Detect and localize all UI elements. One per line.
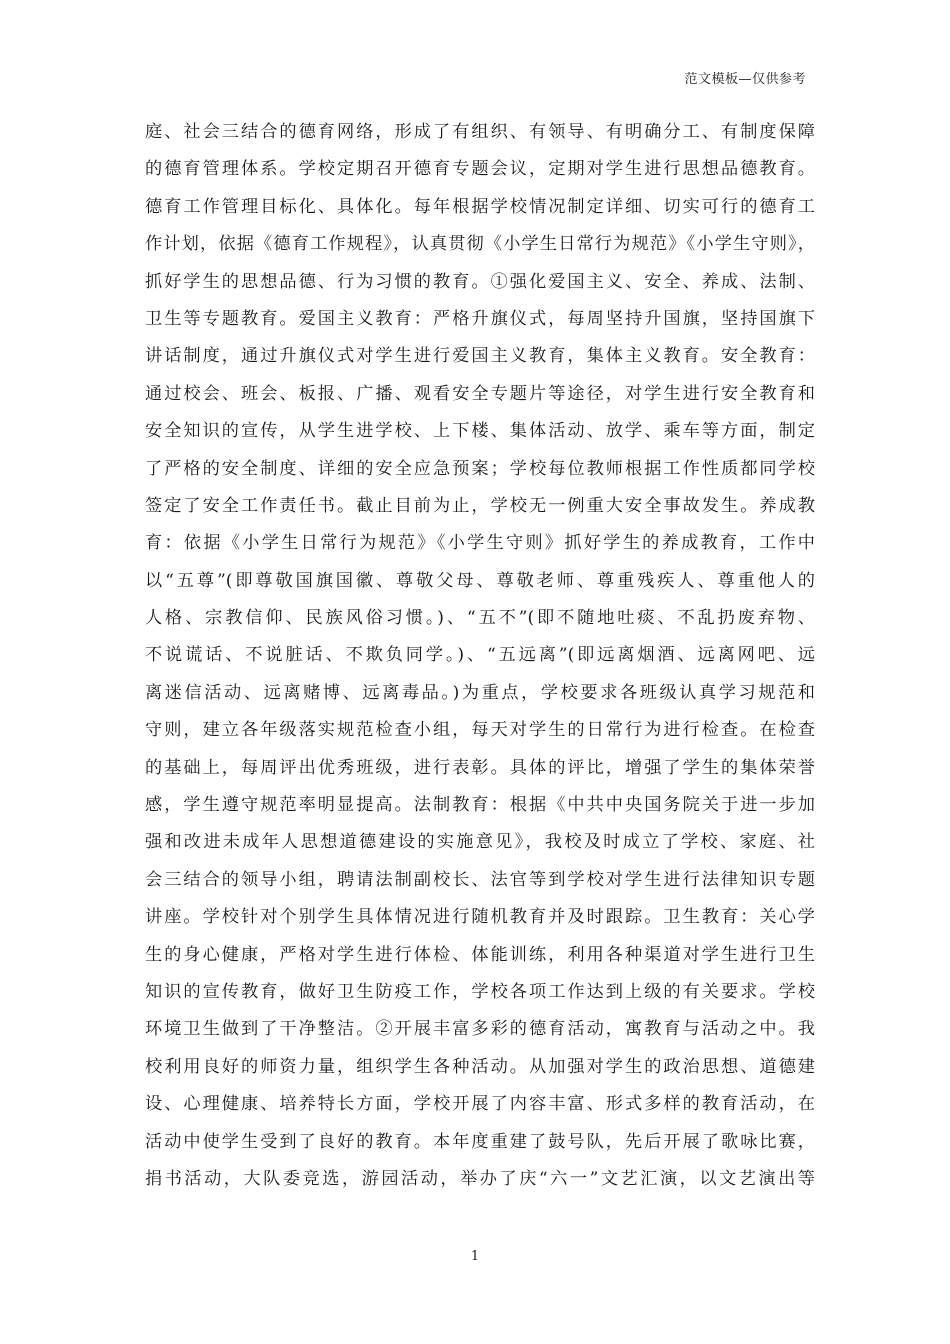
body-line: 抓好学生的思想品德、行为习惯的教育。①强化爱国主义、安全、养成、法制、	[145, 271, 815, 292]
body-line: 生的身心健康，严格对学生进行体检、体能训练，利用各种渠道对学生进行卫生	[145, 944, 815, 965]
body-line: 了严格的安全制度、详细的安全应急预案；学校每位教师根据工作性质都同学校	[145, 458, 815, 479]
body-line: 强和改进未成年人思想道德建设的实施意见》，我校及时成立了学校、家庭、社	[145, 832, 815, 853]
body-line: 讲座。学校针对个别学生具体情况进行随机教育并及时跟踪。卫生教育：关心学	[145, 907, 815, 928]
body-line: 设、心理健康、培养特长方面，学校开展了内容丰富、形式多样的教育活动，在	[145, 1094, 815, 1115]
body-line: 环境卫生做到了干净整洁。②开展丰富多彩的德育活动，寓教育与活动之中。我	[145, 1019, 815, 1040]
body-line: 校利用良好的师资力量，组织学生各种活动。从加强对学生的政治思想、道德建	[145, 1056, 815, 1077]
body-line: 离迷信活动、远离赌博、远离毒品。)为重点，学校要求各班级认真学习规范和	[145, 682, 815, 703]
body-line: 的德育管理体系。学校定期召开德育专题会议，定期对学生进行思想品德教育。	[145, 159, 815, 180]
body-line: 庭、社会三结合的德育网络，形成了有组织、有领导、有明确分工、有制度保障	[145, 122, 815, 142]
body-line: 人格、宗教信仰、民族风俗习惯。)、“五不”(即不随地吐痰、不乱扔废弃物、	[145, 608, 815, 629]
document-body	[145, 114, 815, 1198]
body-line: 以“五尊”(即尊敬国旗国徽、尊敬父母、尊敬老师、尊重残疾人、尊重他人的	[145, 570, 815, 591]
body-line: 活动中使学生受到了良好的教育。本年度重建了鼓号队，先后开展了歌咏比赛，	[145, 1131, 815, 1152]
page-number: 1	[470, 1249, 480, 1264]
body-line: 讲话制度，通过升旗仪式对学生进行爱国主义教育，集体主义教育。安全教育：	[145, 346, 815, 367]
body-line: 作计划，依据《德育工作规程》，认真贯彻《小学生日常行为规范》《小学生守则》，	[145, 234, 815, 255]
body-line: 卫生等专题教育。爱国主义教育：严格升旗仪式，每周坚持升国旗，坚持国旗下	[145, 308, 815, 329]
body-line: 安全知识的宣传，从学生进学校、上下楼、集体活动、放学、乘车等方面，制定	[145, 421, 815, 442]
body-line: 德育工作管理目标化、具体化。每年根据学校情况制定详细、切实可行的德育工	[145, 196, 815, 217]
page-header: 范文模板—仅供参考	[684, 72, 806, 87]
body-line: 签定了安全工作责任书。截止目前为止，学校无一例重大安全事故发生。养成教	[145, 495, 815, 516]
body-line: 的基础上，每周评出优秀班级，进行表彰。具体的评比，增强了学生的集体荣誉	[145, 757, 815, 778]
body-line: 感，学生遵守规范率明显提高。法制教育：根据《中共中央国务院关于进一步加	[145, 795, 815, 816]
body-line: 捐书活动，大队委竞选，游园活动，举办了庆“六一”文艺汇演，以文艺演出等	[145, 1168, 815, 1189]
body-line: 育：依据《小学生日常行为规范》《小学生守则》抓好学生的养成教育，工作中	[145, 533, 815, 554]
body-line: 会三结合的领导小组，聘请法制副校长、法官等到学校对学生进行法律知识专题	[145, 869, 815, 890]
body-line: 守则，建立各年级落实规范检查小组，每天对学生的日常行为进行检查。在检查	[145, 720, 815, 741]
body-line: 通过校会、班会、板报、广播、观看安全专题片等途径，对学生进行安全教育和	[145, 383, 815, 404]
body-line: 知识的宣传教育，做好卫生防疫工作，学校各项工作达到上级的有关要求。学校	[145, 981, 815, 1002]
body-line: 不说谎话、不说脏话、不欺负同学。)、“五远离”(即远离烟酒、远离网吧、远	[145, 645, 815, 666]
